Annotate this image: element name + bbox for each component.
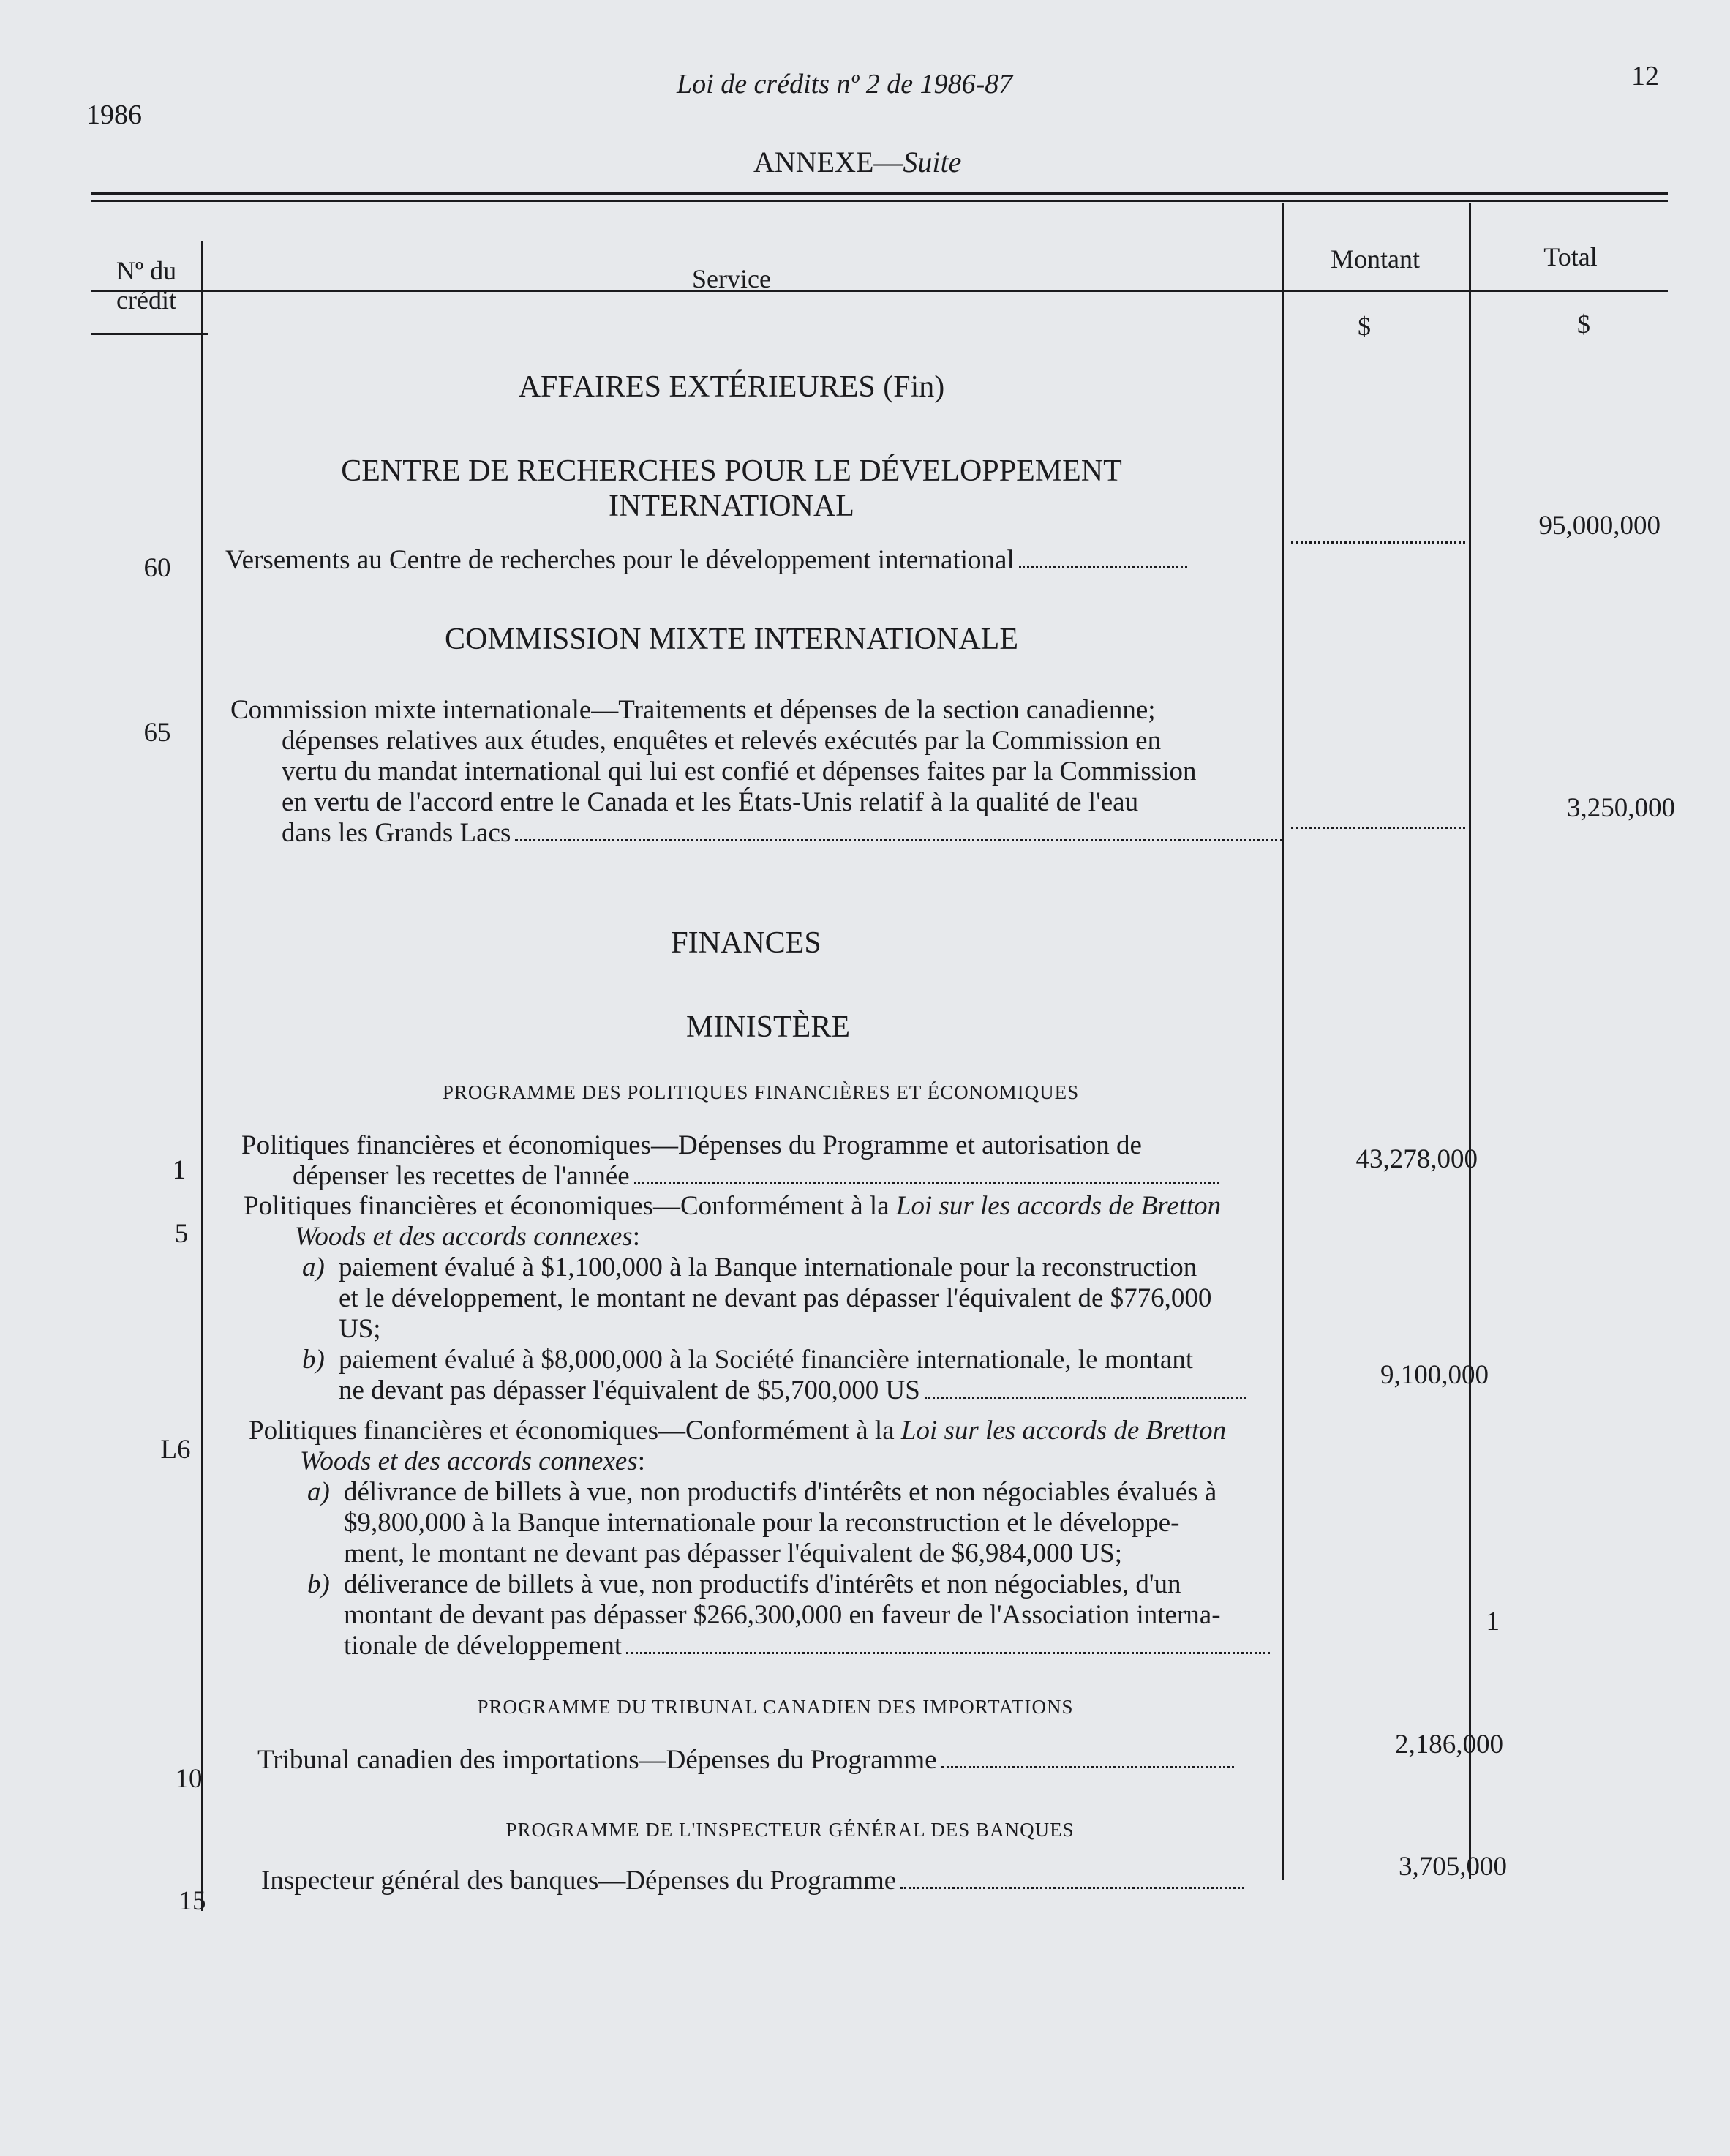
credit-header-line-1: Nº du — [116, 256, 177, 285]
credit-65-line: dépenses relatives aux études, enquêtes et relevés exécutés par la Commission en — [282, 726, 1162, 756]
credit-10-description: Tribunal canadien des importations—Dépenses du Programme — [257, 1745, 937, 1775]
credit-L6-intro — [249, 1416, 1302, 1446]
annexe-heading — [753, 145, 961, 179]
leader-dots — [1019, 566, 1187, 568]
credit-5-b-last-line — [339, 1375, 1297, 1406]
credit-number-L6: L6 — [160, 1435, 191, 1465]
montant-leader-60 — [1291, 541, 1465, 544]
credit-5-intro-continued — [244, 1222, 1297, 1252]
credit-L6-item-b — [307, 1569, 1302, 1661]
credit-L6-intro-end: : — [637, 1446, 645, 1476]
credit-5-intro-text: Politiques financières et économiques—Conformément à la — [244, 1191, 896, 1221]
credit-L6-a-line: ment, le montant ne devant pas dépasser l'équivalent de $6,984,000 US; — [344, 1539, 1123, 1569]
credit-5-intro — [244, 1191, 1297, 1222]
total-60: 95,000,000 — [1538, 511, 1661, 541]
credit-5-intro-law-2: Woods et des accords connexes — [295, 1222, 633, 1252]
credit-1-line: Politiques financières et économiques—Dépenses du Programme et autorisation de — [241, 1130, 1142, 1160]
top-rule-2 — [91, 200, 1668, 202]
credit-L6-b-line: déliverance de billets à vue, non productifs d'intérêts et non négociables, d'un — [344, 1569, 1181, 1599]
leader-dots — [626, 1652, 1270, 1654]
credit-5-a-line: et le développement, le montant ne devant pas dépasser l'équivalent de $776,000 — [339, 1283, 1212, 1313]
credit-60-description: Versements au Centre de recherches pour le développement international — [225, 545, 1015, 575]
credit-text-5 — [244, 1191, 1297, 1406]
credit-L6-item-a — [307, 1477, 1302, 1569]
program-tribunal: PROGRAMME DU TRIBUNAL CANADIEN DES IMPORTATIONS — [477, 1696, 1074, 1718]
leader-dots — [515, 839, 1283, 841]
credit-number-15: 15 — [178, 1886, 206, 1916]
credit-L6-a-line: $9,800,000 à la Banque internationale pour la reconstruction et le développe- — [344, 1508, 1180, 1538]
credit-number-1: 1 — [172, 1155, 187, 1185]
credit-L6-b-last-line — [344, 1631, 1302, 1661]
montant-1: 43,278,000 — [1355, 1144, 1478, 1174]
section-ministere: MINISTÈRE — [686, 1010, 850, 1044]
header-bottom-rule — [91, 290, 1668, 292]
item-label-a: a) — [307, 1477, 330, 1507]
credit-65-last-line — [230, 818, 1276, 849]
credit-65-line: Commission mixte internationale—Traitements et dépenses de la section canadienne; — [230, 695, 1156, 725]
credit-L6-b-line: tionale de développement — [344, 1631, 623, 1661]
credit-L6-intro-text: Politiques financières et économiques—Conformément à la — [249, 1416, 901, 1446]
total-currency: $ — [1577, 309, 1590, 339]
credit-65-line: vertu du mandat international qui lui est confié et dépenses faites par la Commission — [282, 756, 1197, 786]
montant-10: 2,186,000 — [1395, 1729, 1503, 1759]
leader-dots — [941, 1766, 1234, 1768]
credit-5-b-line: ne devant pas dépasser l'équivalent de $5,700,000 US — [339, 1375, 920, 1405]
credit-text-1 — [241, 1130, 1287, 1192]
montant-5: 9,100,000 — [1380, 1360, 1489, 1390]
document-title: Loi de crédits nº 2 de 1986-87 — [677, 69, 1013, 99]
credit-5-a-line: paiement évalué à $1,100,000 à la Banque internationale pour la reconstruction — [339, 1252, 1197, 1282]
annexe-main: ANNEXE— — [753, 146, 903, 179]
credit-1-last-line — [241, 1161, 1287, 1192]
credit-text-60 — [225, 545, 1271, 576]
section-crdi-line-1: CENTRE DE RECHERCHES POUR LE DÉVELOPPEMENT — [341, 454, 1122, 488]
credit-5-intro-law: Loi sur les accords de Bretton — [895, 1191, 1222, 1221]
page-number: 12 — [1631, 61, 1659, 91]
section-commission-mixte: COMMISSION MIXTE INTERNATIONALE — [445, 623, 1018, 656]
credit-header-line-2: crédit — [116, 285, 176, 315]
credit-65-line: dans les Grands Lacs — [282, 818, 511, 848]
credit-number-60: 60 — [143, 553, 171, 583]
year: 1986 — [86, 99, 142, 130]
credit-5-intro-end: : — [632, 1222, 640, 1252]
credit-number-65: 65 — [143, 718, 171, 748]
credit-1-line: dépenser les recettes de l'année — [293, 1161, 630, 1191]
leader-dots — [925, 1397, 1246, 1399]
top-rule-1 — [91, 192, 1668, 195]
credit-5-b-line: paiement évalué à $8,000,000 à la Société financière internationale, le montant — [339, 1345, 1194, 1375]
credit-L6-intro-law-2: Woods et des accords connexes — [300, 1446, 638, 1476]
section-affaires-exterieures: AFFAIRES EXTÉRIEURES (Fin) — [518, 370, 945, 404]
program-inspecteur: PROGRAMME DE L'INSPECTEUR GÉNÉRAL DES BANQUES — [505, 1819, 1075, 1841]
credit-5-a-line: US; — [339, 1314, 381, 1344]
program-politiques: PROGRAMME DES POLITIQUES FINANCIÈRES ET ÉCONOMIQUES — [442, 1081, 1080, 1103]
item-label-b: b) — [302, 1345, 325, 1375]
montant-15: 3,705,000 — [1399, 1852, 1507, 1882]
total-column-header: Total — [1543, 242, 1598, 271]
service-column-header: Service — [692, 264, 771, 293]
credit-L6-b-line: montant de devant pas dépasser $266,300,000 en faveur de l'Association interna- — [344, 1600, 1221, 1630]
montant-column-header: Montant — [1331, 244, 1420, 274]
credit-column-rule — [91, 333, 208, 335]
credit-text-65 — [230, 695, 1276, 849]
montant-currency: $ — [1358, 312, 1371, 341]
credit-number-10: 10 — [175, 1764, 203, 1794]
credit-number-5: 5 — [174, 1219, 189, 1249]
credit-L6-intro-law: Loi sur les accords de Bretton — [900, 1416, 1227, 1446]
item-label-a: a) — [302, 1252, 325, 1282]
credit-5-item-b — [302, 1345, 1297, 1406]
leader-dots — [900, 1887, 1244, 1889]
montant-leader-65 — [1291, 827, 1465, 829]
credit-5-item-a — [302, 1252, 1297, 1345]
credit-text-10 — [257, 1745, 1304, 1776]
credit-column-header — [91, 256, 201, 315]
item-label-b: b) — [307, 1569, 330, 1599]
section-crdi-line-2: INTERNATIONAL — [609, 489, 854, 523]
credit-text-L6 — [249, 1416, 1302, 1661]
credit-65-line: en vertu de l'accord entre le Canada et les États-Unis relatif à la qualité de l'eau — [282, 787, 1139, 817]
credit-L6-a-line: délivrance de billets à vue, non productifs d'intérêts et non négociables évalués à — [344, 1477, 1217, 1507]
montant-L6: 1 — [1486, 1607, 1500, 1637]
credit-15-description: Inspecteur général des banques—Dépenses du Programme — [261, 1866, 897, 1896]
credit-L6-intro-continued — [249, 1446, 1302, 1477]
annexe-suite: Suite — [903, 146, 962, 179]
leader-dots — [634, 1182, 1219, 1184]
section-finances: FINANCES — [671, 926, 821, 960]
credit-text-15 — [261, 1866, 1307, 1896]
total-65: 3,250,000 — [1567, 793, 1675, 823]
